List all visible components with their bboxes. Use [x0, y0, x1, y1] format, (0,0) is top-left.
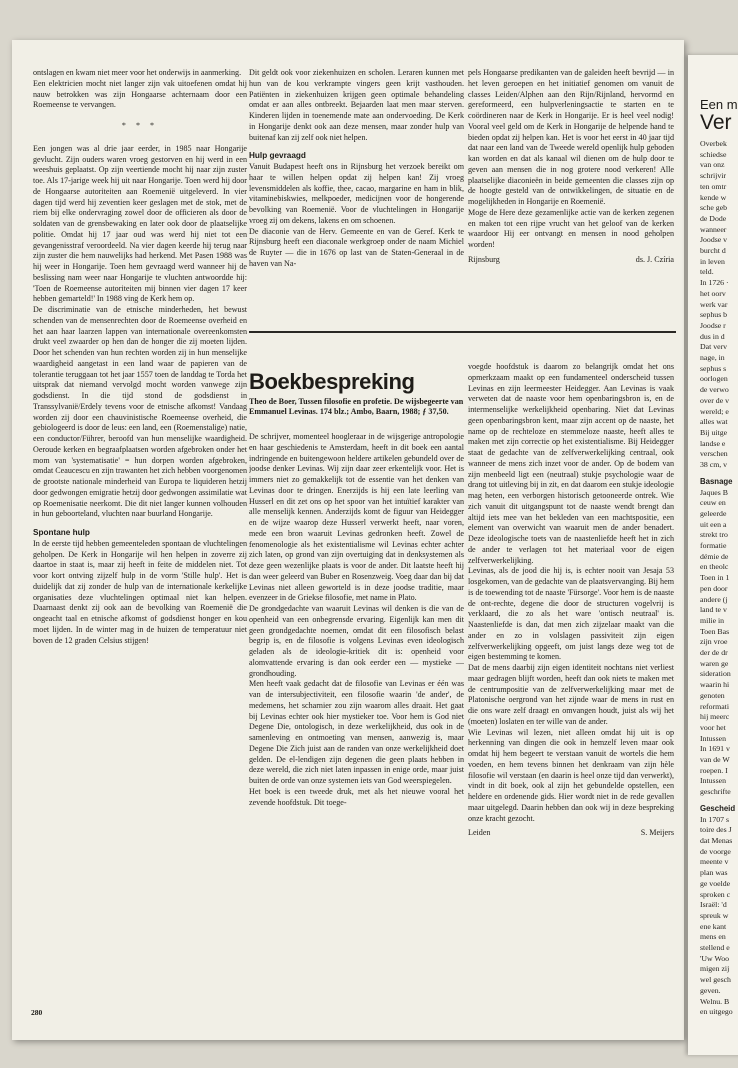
text-line: nage, in — [700, 353, 725, 363]
text-line: hij meerc — [700, 712, 730, 722]
adjacent-page-heading: Een m — [700, 97, 738, 112]
paragraph: Levinas, als de jood die hij is, is echter nooit van Jesaja 53 losgekomen, van de gedachte van de plaatsvervanging. Bij hem is de toewending tot de naaste 'Fürsorge'. Voor hem is de naaste de ont-rechte, degene die door de structuren vogelvrij is verklaard, die zo als het ware 'ontisch neutraal' is. Naastenliefde is dan, dat men zich zijzelaar maakt van die ander en zo in volslagen passiviteit zijn eigen zelfverwerkelijking opgeeft, om juist langs deze weg tot de eigen bestemming te komen. — [468, 566, 674, 662]
column-5 — [468, 362, 674, 1024]
text-line: spreuk w — [700, 910, 729, 920]
text-line: landse e — [700, 438, 726, 448]
text-line: oorlogen — [700, 374, 728, 384]
text-line: schrijvir — [700, 171, 726, 181]
text-line: meente v — [700, 857, 729, 867]
text-line: land te v — [700, 605, 727, 615]
text-line: geven. — [700, 985, 721, 995]
text-line: wanneer — [700, 224, 727, 234]
subheading: Hulp gevraagd — [249, 151, 306, 161]
text-line: In 1691 v — [700, 744, 730, 754]
text-line: sproken c — [700, 889, 731, 899]
text-line: Toen in 1 — [700, 573, 730, 583]
text-line: geschrifte — [700, 787, 731, 797]
paragraph: Dit geldt ook voor ziekenhuizen en scholen. Leraren kunnen met hun van de kou verkrampte vingers geen krijt vasthouden. Patiënten in ziekenhuizen krijgen geen optimale behandeling omdat er aan alles ontbreekt. Bejaarden laat men maar sterven. Kinderen lijden in toenemende mate aan ondervoeding. De Kerk in Hongarije denkt ook aan deze mensen, maar zonder hulp van buitenaf kan zij zelf ook niet helpen. — [249, 68, 464, 142]
paragraph: Men heeft vaak gedacht dat de filosofie van Levinas er één was van de intersubjectiviteit, een filosofie waarin 'de ander', de medemens, het scharnier zou zijn waarom alles draait. Het gaat bij Levinas echter ook hier mystieker toe. Voor hem is God niet Degene Die, ontologisch, in deze werkelijkheid, dus ook in de samenleving en ontmoeting van mensen, aanwezig is, maar Degene Die Zich juist aan de randen van onze werkelijkheid doet gelden. De el-lendigen zijn degenen die geen plaats hebben in deze wereld, die zich niet laten inpassen in enige orde, maar juist buiten de orde van onze systemen iets van God weerspiegelen. — [249, 679, 464, 785]
text-line: 'Uw Woo — [700, 953, 730, 963]
text-line: wel gesch — [700, 975, 731, 985]
paragraph: De discriminatie van de etnische minderheden, het bewust schenden van de mensenrechten door de Roemeense overheid en het aan haar laarzen lappen van internationale overeenkomsten drukt veel zwaarder op hen dan de honger die zij moeten lijden. Door het schenden van hun rechten worden zij in hun menselijke waardigheid aangetast in een land waar de papieren van de tolerantie teruggaan tot het jaar 1557 toen de landdag te Torda het uitsprak dat niemand vervolgd mocht worden vanwege zijn godsdienst. In die tijd stond de godsdienst in Transsylvanië/Erdely tevens voor de etnische afkomst! Vandaag worden zij door een chauvinistische Roemeense overheid, die gebiologeerd is door de leus: een land, een (Roemenstalige) natie, een conductor/Führer, beroofd van hun menselijke waardigheid. Oeroude kerken en begraafplaatsen worden afgebroken onder het mom van 'systematisatie' = hun dorpen worden afgebroken, omdat Ceaucescu en zijn trawanten het zich hebben voorgenomen de grootste nationale minderheid van Europa te liquideren hetzij door gedwongen emigratie hetzij door gedwongen assimilatie wat op Roemenisatie neerkomt. Die dit niet langer kunnen volhouden in hun geboorteland, vluchten naar buurland Hongarije. — [33, 305, 247, 519]
text-line: de Dode — [700, 213, 727, 223]
text-line: milie in — [700, 615, 725, 625]
text-line: ge voelde — [700, 878, 731, 888]
text-line: sephus b — [700, 310, 728, 320]
text-line: In 1707 s — [700, 814, 730, 824]
text-line: stellend e — [700, 943, 730, 953]
text-line: alles wat — [700, 417, 728, 427]
text-line: Intussen — [700, 776, 726, 786]
text-line: dat Menas — [700, 836, 733, 845]
text-line: In 1726 · — [700, 278, 729, 288]
text-line: andere (j — [700, 594, 728, 604]
text-line: Joodse r — [700, 320, 726, 330]
text-line: waren ge — [700, 658, 729, 668]
text-line: reformati — [700, 701, 730, 711]
signature — [468, 255, 674, 266]
text-line: zijn vroe — [700, 637, 728, 647]
adjacent-page-column — [700, 139, 738, 1018]
paragraph: Dat de mens daarbij zijn eigen identiteit nochtans niet verliest maar gedragen blijft worden, heeft dan ook niets te maken met de centrumpositie van de zelfverwerkelijking maar met de Platonische oergrond van het zijnde waar de mens in rust en die ons ware zelf draagt en omvangen houdt, juist als wij het (moeten) loslaten en ter wille van de ander. — [468, 663, 674, 726]
text-line: sche geb — [700, 203, 728, 213]
text-line: en theolc — [700, 562, 729, 572]
signature-place: Leiden — [468, 828, 491, 838]
text-line: pen door — [700, 583, 728, 593]
section-heading: Boekbespreking — [249, 369, 415, 394]
text-line: plan was — [700, 868, 728, 878]
text-line: Intussen — [700, 733, 726, 743]
text-line: Toen Bas — [700, 626, 730, 636]
text-line: wereld; e — [700, 406, 729, 416]
text-line: van onz — [700, 160, 725, 170]
signature-place: Rijnsburg — [468, 254, 500, 264]
magazine-page — [12, 40, 684, 1040]
text-line: strekt tro — [700, 530, 728, 540]
text-line: mens en — [700, 932, 726, 942]
signature-name: ds. J. Czíria — [635, 254, 674, 264]
paragraph: pels Hongaarse predikanten van de galeiden heeft bevrijd — in het leven geroepen en het initiatief genomen om vanuit de classes Leiden/Alphen aan den Rijn/Rijnland, hervormd en gereformeerd, een hulpverleningsactie te starten en te coördineren naar de Kerk in Hongarije. Er is heel veel nodig! Vooral veel geld om de Kerk in Hongarije de helpende hand te bieden opdat zij helpen kan. Het is voor het eerst in 40 jaar tijd dat naar een land van de Tweede wereld openlijk hulp geboden kan worden en dat als kanaal wil dienen om de hulp door te geven aan mensen die in nog grotere nood verkeren! Alle plaatselijke diaconieën in beide gemeenten die classes zijn op de hoogte gesteld van de ontwikkelingen, de situatie en de mogelijkheden in Hongarije en Roemenië. — [468, 68, 674, 206]
text-line: migen zij — [700, 964, 730, 974]
text-line: schiedse — [700, 149, 727, 159]
section-separator: * * * — [121, 121, 159, 130]
subheading: Basnage — [700, 476, 733, 486]
paragraph: Moge de Here deze gezamenlijke actie van de kerken zegenen en maken tot een rijpe vrucht van het geloof van de kerken waardoor Hij eer ontvangt en mensen in nood geholpen worden! — [468, 207, 674, 249]
text-line: Joodse v — [700, 235, 728, 245]
paragraph: Vanuit Budapest heeft ons in Rijnsburg het verzoek bereikt om haar te willen helpen opdat zij helpen kan! Zij vroeg levensmiddelen als koffie, thee, cacao, margarine en ham in blik, vitaminebiskwies, melkpoeder, medicijnen voor de hongerende bevolking van Roemenië. Voor de vluchtelingen in Hongarije vroeg zij om dekens, lakens en om schoenen. — [249, 162, 464, 225]
text-line: geleerde — [700, 508, 727, 518]
text-line: voor het — [700, 722, 726, 732]
column-2 — [249, 68, 464, 326]
text-line: Israël: 'd — [700, 900, 727, 910]
text-line: de voorge — [700, 846, 731, 856]
column-3 — [468, 68, 674, 326]
paragraph: De grondgedachte van waaruit Levinas wil denken is die van de openheid van een onbegrensde ervaring. Eigenlijk kan men dit geen grondgedachte noemen, omdat dit een filosofisch belast begrip is, en de filosofie is volgens Levinas even ideologisch geladen als de ideologie-kritiek dit is: openheid voor alomvattende ervaring is dan ook eerder een — mystieke — grondhouding. — [249, 604, 464, 678]
text-line: in leven — [700, 256, 725, 266]
text-line: ceuw en — [700, 498, 726, 508]
signature-name: S. Meijers — [640, 828, 674, 838]
text-line: en uitgego — [700, 1007, 733, 1017]
text-line: werk var — [700, 299, 728, 309]
text-line: dus in d — [700, 331, 725, 341]
text-line: Overbek — [700, 139, 727, 148]
paragraph: ontslagen en kwam niet meer voor het onderwijs in aanmerking. — [33, 68, 242, 77]
text-line: roepen. I — [700, 765, 728, 775]
text-line: formatie — [700, 541, 727, 551]
text-line: 38 cm, v — [700, 460, 728, 470]
text-line: démie de — [700, 551, 729, 561]
paragraph: Een elektricien mocht niet langer zijn vak uitoefenen omdat hij nauw betrokken was zijn Hongaarse achternaam door een Roemeense te vervangen. — [33, 78, 247, 110]
paragraph: De schrijver, momenteel hoogleraar in de wijsgerige antropologie en haar geschiedenis te Amsterdam, heeft in dit boek een aantal indringende en buitengewoon heldere artikelen gebundeld over de joodse denker Levinas. Wij zijn daar zeer erkentelijk voor. Het is immers niet zo gemakkelijk tot de essentie van het denken van Levinas door te dringen. Enerzijds is hij een late leerling van Husserl en dit zet ons op het spoor van het intuïtief karakter van alle menselijk kennen. Anderzijds komt de figuur van Heidegger en de wijze waarop deze Husserl verwerkt heeft, naar voren, mede een bron waaruit Levinas gedronken heeft. Zowel de fenomenologie als het existentialisme wil Levinas echter achter zich laten, op grond van zijn overtuiging dat in denksystemen als deze geen wezenlijke plaats is voor de ander. Dit laatste heeft hij dan weer geleerd van Buber en Rosenzweig. Voeg daar dan bij dat Levinas niet alleen geworteld is in deze joodse traditie, maar evenzeer in de Griekse filosofie, met name in Plato. — [249, 432, 464, 603]
text-line: waarin hi — [700, 680, 730, 690]
paragraph: De diaconie van de Herv. Gemeente en van de Geref. Kerk te Rijnsburg heeft een diaconale werkgroep onder de naam Michiel de Ruyter — die in 1676 op last van de Staten-Generaal in de haven van Na- — [249, 226, 464, 268]
text-line: toire des J — [700, 825, 732, 835]
book-info: Theo de Boer, Tussen filosofie en profetie. De wijsbegeerte van Emmanuel Levinas. 174 blz.; Ambo, Baarn, 1988; ƒ 37,50. — [249, 397, 464, 417]
text-line: het oorv — [700, 288, 726, 298]
text-line: verschen — [700, 449, 728, 459]
text-line: over de v — [700, 395, 730, 405]
text-line: kende w — [700, 192, 727, 202]
paragraph: In de eerste tijd hebben gemeenteleden spontaan de vluchtelingen geholpen. De Kerk in Hongarije wil hen helpen in zoverre zij daartoe in staat is, maar zij heeft in feite de middelen niet. Tot voor kort ontving zijzelf hulp in de vorm 'Stille hulp'. Het is duidelijk dat zij zonder de hulp van de internationale kerkelijke organisaties deze vluchtelingen optimaal niet kan helpen. Daarnaast denkt zij ook aan de bevolking van Roemenië die ongeacht taal en etnische afkomst of godsdienst honger en kou moet lijden. In de winter mag in de huizen de temperatuur niet boven de 12 graden Celsius stijgen! — [33, 538, 247, 645]
subheading: Spontane hulp — [33, 528, 90, 537]
text-line: der de dr — [700, 648, 728, 658]
signature — [468, 828, 674, 839]
text-line: ene kant — [700, 921, 727, 931]
paragraph: Wie Levinas wil lezen, niet alleen omdat hij uit is op herkenning van dingen die ook in hemzelf leven maar ook omdat hij hem begeert te verstaan vanuit de wortels die hem voeden, en hem tevens binnen het denkraam van zijn hèle filosofie wil verstaan (en daarin is heel onze tijd dan verwerkt), vindt in dit boek, ook al zijn het gebundelde opstellen, een heldere en ordenende gids. Hier wordt niet in de rede gevallen maar uitgelegd. Daarin hebben dan ook wij in deze bespreking onze kracht gezocht. — [468, 727, 674, 823]
text-line: sephus s — [700, 363, 727, 373]
column-1 — [33, 68, 247, 1020]
text-line: teld. — [700, 267, 714, 277]
text-line: uit een a — [700, 519, 727, 529]
text-line: sideration — [700, 669, 731, 679]
page-number: 280 — [31, 1008, 43, 1017]
paragraph: Een jongen was al drie jaar eerder, in 1985 naar Hongarije gevlucht. Zijn ouders waren vroeg gestorven en hij werd in een weeshuis geplaatst. Op zijn veertiende mocht hij naar zijn zuster toe. Als 17-jarige week hij uit naar Hongarije. Toen werd hij door de Hongaarse autoriteiten aan Roemenië uitgeleverd. In vier dagen tijd werd hij zeventien keer geslagen met de stok, met de riem bij elke ondervraging zowel door de officieren als door de soldaten van de grensbewaking en later ook door de plaatselijke politie. Omdat hij 17 jaar oud was werd hij niet tot een gevangenisstraf veroordeeld. Na vier dagen keerde hij terug naar zijn zuster die hem nauwelijks had herkend. Met Pasen 1988 was hij weer in Hongarije. Toen hem gevraagd werd wanneer hij de beslissing nam weer naar Hongarije te vluchten antwoordde hij: 'Toen de Roemeense autoriteiten mij binnen vier dagen 17 keer hebben gemarteld!' In 1988 ving de Kerk hem op. — [33, 143, 247, 304]
adjacent-page-title: Ver — [700, 111, 732, 134]
text-line: Jaques B — [700, 487, 728, 497]
paragraph: Het boek is een tweede druk, met als het nieuwe vooral het zevende hoofdstuk. Dit toege- — [249, 786, 464, 807]
text-line: Dat verv — [700, 342, 728, 352]
text-line: Welnu. B — [700, 996, 730, 1006]
text-line: genoten — [700, 690, 725, 700]
text-line: burcht d — [700, 246, 726, 256]
paragraph: voegde hoofdstuk is daarom zo belangrijk omdat het ons opmerkzaam maakt op een fundamenteel onderscheid tussen Levinas en zijn leermeester Heidegger. Aan Levinas is vaak verweten dat de naaste voor hem openbaringsbron is, en de intermenselijke werkelijkheid openbaring. Niet dat Levinas geen openbaringsbron kent, maar zijn accent op de naaste, het name op de rechteloze en stemmeloze naaste, heeft alles te maken met zijn correctie op het existentialisme. Bij Heidegger staat de gedachte van de zelfverwerkelijking centraal, ook wanneer de mens zich inzet voor de ander. Op de bodem van zijn menbeeld ligt een (neutraal) stukje psychologie waar de drang tot uitleving bij in zit, en dat daarom een stukje ideologie mag heten, een verborgen historisch getooneerde ontrek. Wie zich vanuit dit uitgangspunt tot de naaste wendt brengt dan altijd iets mee van het bekleden van een machtspositie, een element van overwicht van waaruit men de ander benadert. Deze ideologische toets van de naastenliefde heeft het in zich de ander te verlagen tot het materiaal voor de eigen zelfverwerkelijking. — [468, 362, 674, 565]
adjacent-page — [688, 55, 738, 1055]
text-line: de verwo — [700, 385, 729, 395]
column-4 — [249, 432, 464, 1022]
subheading: Gescheid — [700, 803, 736, 813]
text-line: ten omtr — [700, 181, 727, 191]
section-divider — [249, 331, 676, 333]
text-line: Bij uitge — [700, 427, 728, 437]
text-line: van de W — [700, 755, 730, 765]
